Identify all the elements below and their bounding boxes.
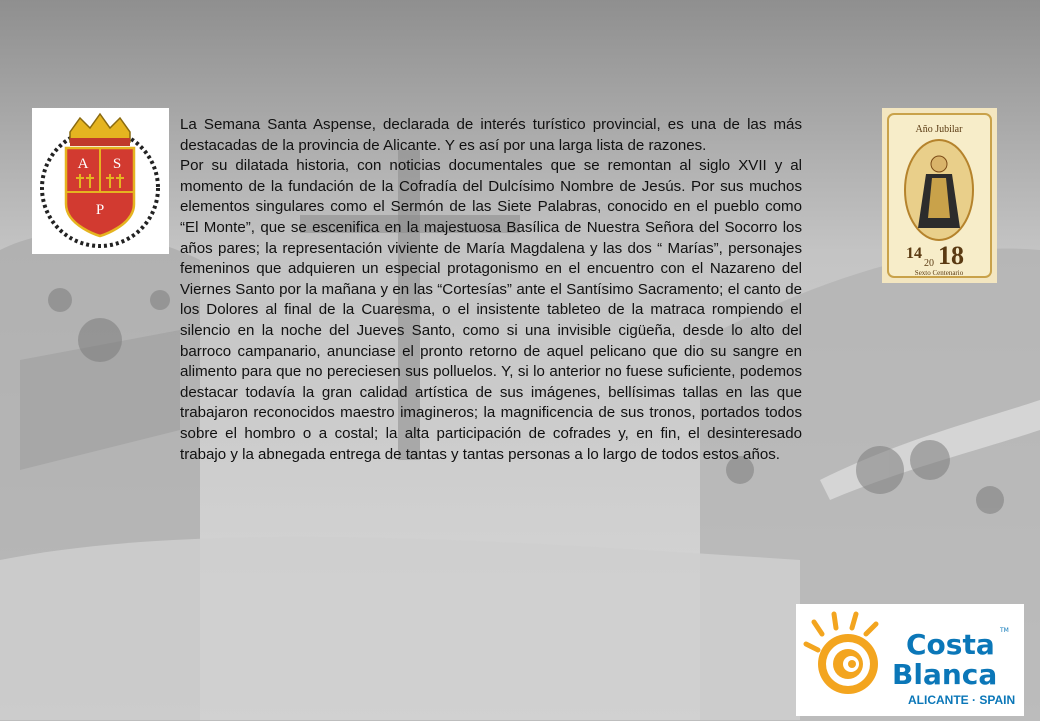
costa-trademark: TM: [1000, 627, 1009, 634]
jubilee-title: Año Jubilar: [915, 124, 963, 135]
shield-letter-p: P: [95, 202, 105, 218]
costa-word: Costa: [906, 628, 995, 661]
blanca-word: Blanca: [892, 658, 998, 691]
jubilee-logo: [882, 108, 997, 283]
jubilee-year-14: 14: [906, 245, 922, 262]
ground: [0, 537, 800, 720]
sun-spiral-icon: [806, 614, 878, 694]
costa-tagline: ALICANTE · SPAIN: [908, 693, 1016, 707]
shield-letter-s: S: [112, 156, 122, 172]
jubilee-year-20: 20: [924, 258, 934, 269]
junta-mayor-logo: [32, 108, 169, 254]
costa-blanca-emblem: [796, 604, 1024, 716]
costa-blanca-logo: [796, 604, 1024, 716]
junta-shield-emblem: [32, 108, 169, 254]
article-text: [180, 115, 802, 465]
paragraph-history: Por su dilatada historia, con noticias documentales que se remontan al siglo XVII y al momento de la fundación de la Cofradía del Dulcísimo Nombre de Jesús. Por sus muchos elementos singulares como el Sermón de las Siete Palabras, conocido en el pueblo como “El Monte”, que se escenifica en la majestuosa Basílica de Nuestra Señora del Socorro los años pares; la representación viviente de María Magdalena y las dos “ Marías”, personajes femeninos que adquieren un especial protagonismo en el encuentro con el Nazareno del Viernes Santo por la mañana y en las “Cortesías” ante el Santísimo Sacramento; el canto de los Dolores al final de la Cuaresma, o el insistente tableteo de la matraca rompiendo el silencio en la noche del Jueves Santo, como si una invisible cigüeña, desde lo alto del barroco campanario, anunciase el pronto retorno de aquel pelicano que dio su sangre en alimento para que no pereciesen sus polluelos. Y, si lo anterior no fuese suficiente, podemos destacar todavía la gran calidad artística de sus imágenes, bellísimas tallas en las que trabajaron reconocidos maestro imagineros; la magnificencia de sus tronos, portados todos sobre el hombro o a costal; la alta participación de cofrades y, en fin, el desinteresado trabajo y la abnegada entrega de tantas y tantas personas a lo largo de todos estos años.: [180, 157, 802, 463]
jubilee-year-18: 18: [938, 241, 964, 270]
paragraph-intro: La Semana Santa Aspense, declarada de interés turístico provincial, es una de las más destacadas de la provincia de Alicante. Y es así por una larga lista de razones.: [180, 116, 802, 154]
shield-letter-a: A: [77, 156, 89, 172]
jubilee-emblem: [882, 108, 997, 283]
jubilee-subtitle: Sexto Centenario: [914, 269, 964, 277]
